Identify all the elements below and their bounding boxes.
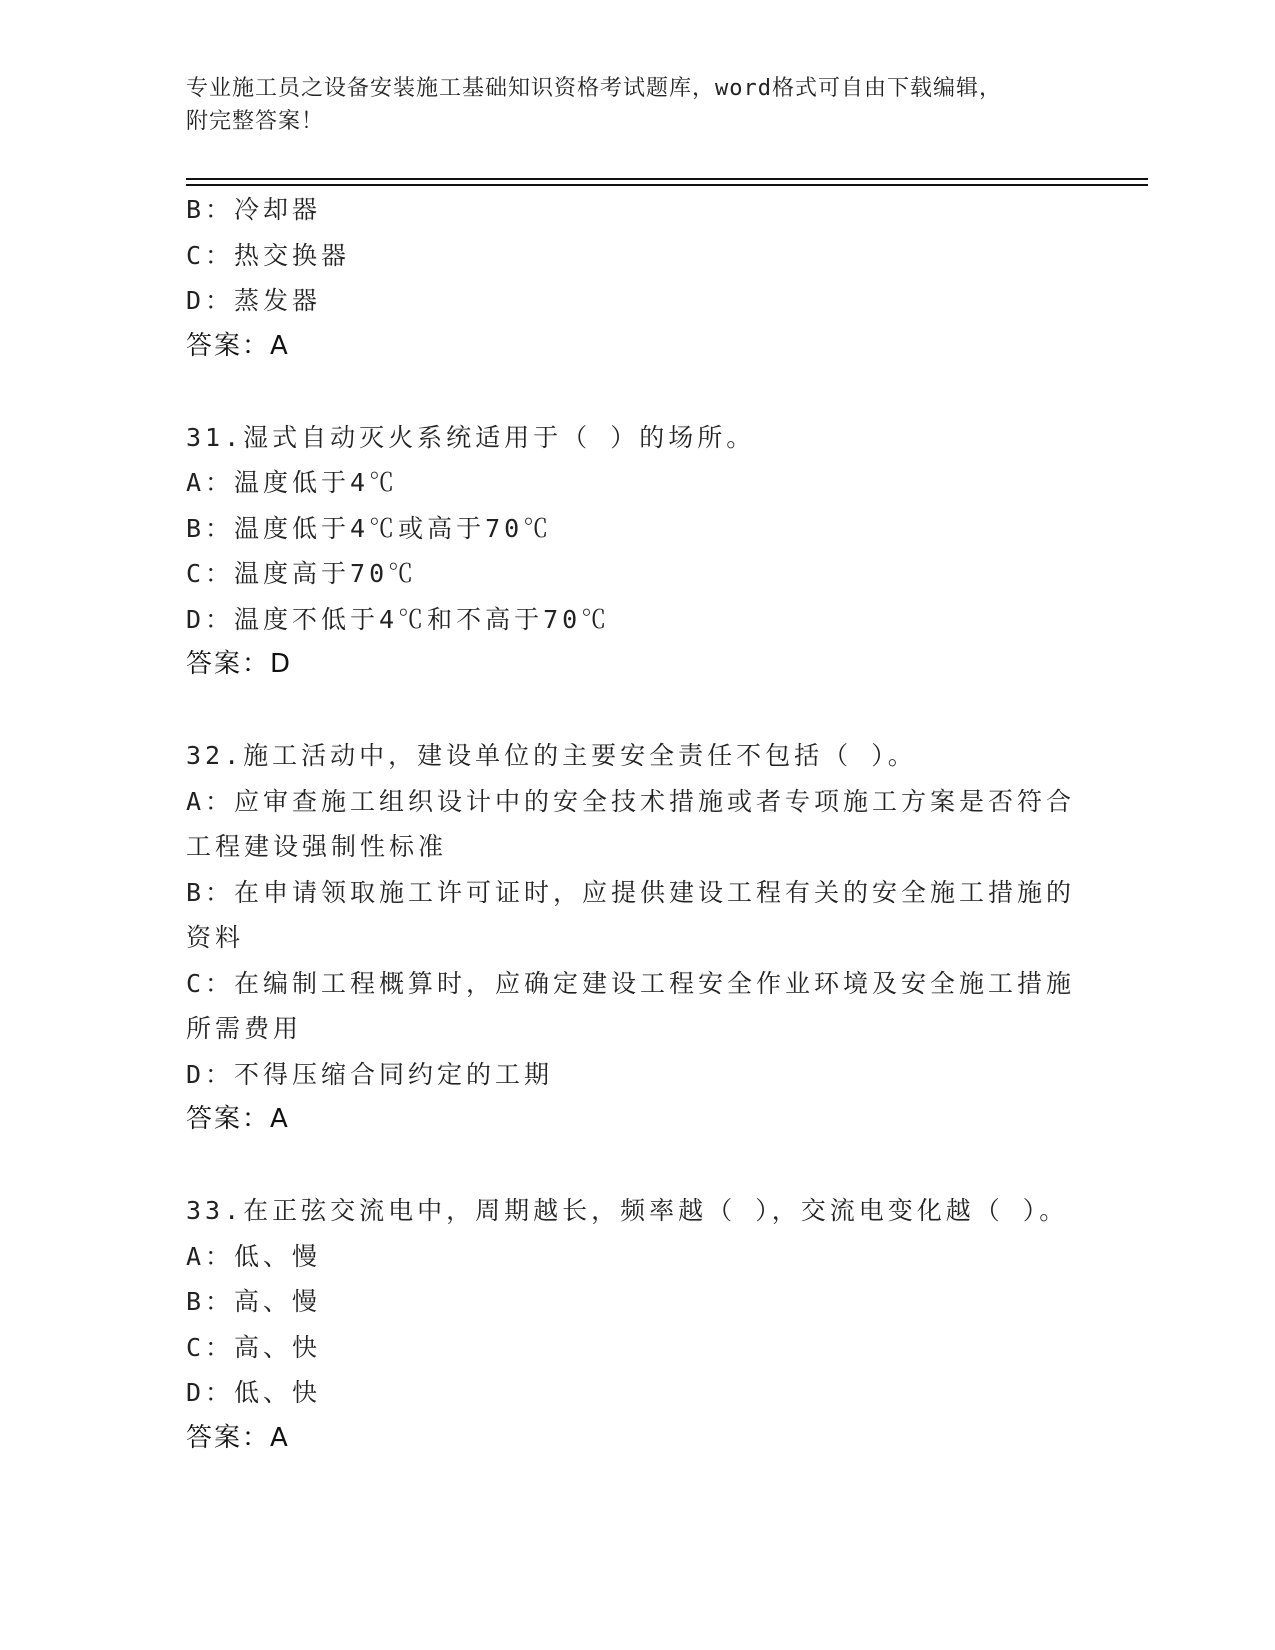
option-b-line-1: B：在申请领取施工许可证时，应提供建设工程有关的安全施工措施的 <box>186 877 1076 907</box>
question-block-31 <box>186 415 1086 688</box>
spacer <box>186 369 1086 415</box>
option-c: C：温度高于70℃ <box>186 559 418 588</box>
option-b: B：温度低于4℃或高于70℃ <box>186 513 553 543</box>
header-rule-top <box>186 178 1148 180</box>
answer-label: 答案：D <box>186 649 293 679</box>
question-text: 31.湿式自动灭火系统适用于（ ）的场所。 <box>186 422 756 452</box>
option-d: D：温度不低于4℃和不高于70℃ <box>186 604 611 634</box>
option-d: D：不得压缩合同约定的工期 <box>186 1059 554 1089</box>
option-a-line-2: 工程建设强制性标准 <box>186 832 448 861</box>
option-a: A：低、慢 <box>186 1241 322 1271</box>
option-d: D：低、快 <box>186 1378 322 1407</box>
option-b-line-2: 资料 <box>186 923 245 952</box>
option-c-line-1: C：在编制工程概算时，应确定建设工程安全作业环境及安全施工措施 <box>186 968 1076 998</box>
question-text: 32.施工活动中，建设单位的主要安全责任不包括（ ）。 <box>186 741 917 770</box>
option-a: A：温度低于4℃ <box>186 468 399 497</box>
option-a-line-1: A：应审查施工组织设计中的安全技术措施或者专项施工方案是否符合 <box>186 786 1076 816</box>
header-line-1: 专业施工员之设备安装施工基础知识资格考试题库，word格式可自由下载编辑， <box>186 76 1002 101</box>
option-d: D：蒸发器 <box>186 286 322 315</box>
question-block-32 <box>186 733 1086 1143</box>
spacer <box>186 688 1086 734</box>
option-c-line-2: 所需费用 <box>186 1014 303 1043</box>
spacer <box>186 1143 1086 1189</box>
option-b: B：高、慢 <box>186 1287 322 1316</box>
answer-label: 答案：A <box>186 330 290 361</box>
option-b: B：冷却器 <box>186 195 322 224</box>
header-line-2: 附完整答案！ <box>186 109 325 134</box>
question-block-30-continued <box>186 187 1086 369</box>
question-list <box>186 187 1086 1461</box>
question-text: 33.在正弦交流电中，周期越长，频率越（ ），交流电变化越（ ）。 <box>186 1196 1069 1225</box>
header-rule-bottom <box>186 184 1148 186</box>
answer-label: 答案：A <box>186 1104 290 1134</box>
answer-label: 答案：A <box>186 1422 290 1453</box>
option-c: C：热交换器 <box>186 240 351 270</box>
page-header <box>186 72 1086 138</box>
option-c: C：高、快 <box>186 1332 322 1362</box>
question-block-33 <box>186 1188 1086 1461</box>
